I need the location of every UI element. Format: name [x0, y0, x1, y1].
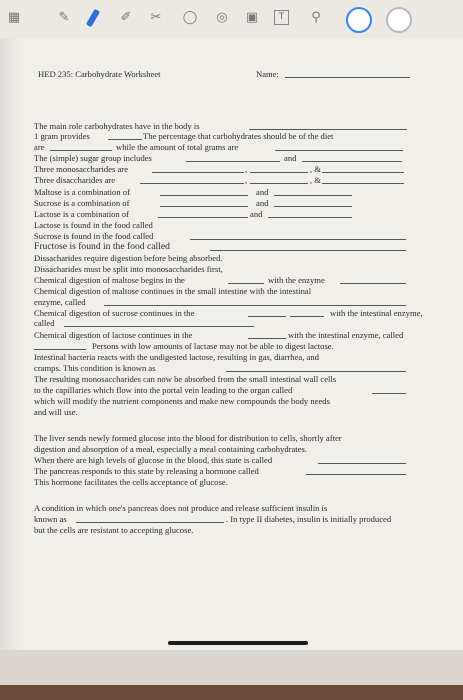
q-maltose-continues: Chemical digestion of maltose continues in the small intestine with the intestinal — [34, 286, 312, 296]
comma: , — [245, 175, 248, 185]
q-disaccharides: Three disaccharides are — [34, 175, 116, 185]
eraser-icon[interactable]: ⚲ — [311, 10, 321, 25]
comma: , — [245, 164, 248, 174]
q-maltose-combo: Maltose is a combination of — [34, 187, 130, 197]
q-percentage: The percentage that carbohydrates should be of the diet — [143, 131, 334, 141]
and: and — [256, 198, 269, 208]
blank-hormone[interactable] — [306, 474, 406, 475]
blank-lactose-site[interactable] — [248, 338, 286, 339]
q-sucrose-enzyme: with the intestinal enzyme, — [330, 308, 423, 318]
text-dissacharides-digest: Dissacharides require digestion before being absorbed. — [34, 253, 223, 263]
amp: , & — [310, 164, 321, 174]
color-button[interactable] — [386, 7, 412, 33]
blank-known-as[interactable] — [76, 522, 224, 523]
blank-lactose-2[interactable] — [268, 217, 352, 218]
blank-mono-1[interactable] — [152, 172, 244, 173]
worksheet-title: HED 235: Carbohydrate Worksheet — [38, 69, 161, 79]
blank-lactose-1[interactable] — [158, 217, 248, 218]
blank-sucrose-enzyme[interactable] — [64, 326, 254, 327]
blank-sucrose-2[interactable] — [274, 206, 352, 207]
marker-icon[interactable]: ✐ — [120, 10, 132, 25]
blank-condition[interactable] — [226, 371, 406, 372]
blank-organ[interactable] — [372, 393, 406, 394]
pen-icon[interactable]: ✎ — [58, 10, 70, 25]
background-surface — [0, 685, 463, 700]
text-hormone-facilitates: This hormone facilitates the cells acceptance of glucose. — [34, 477, 228, 487]
text-type-two: . In type II diabetes, insulin is initially produced — [226, 514, 392, 524]
q-and-1: and — [284, 153, 297, 163]
home-indicator[interactable] — [168, 641, 308, 645]
amp: , & — [310, 175, 321, 185]
q-fructose-food: Fructose is found in the food called — [34, 241, 170, 252]
q-simple-sugar: The (simple) sugar group includes — [34, 153, 152, 163]
blank-main-role[interactable] — [249, 129, 407, 130]
and: and — [256, 187, 269, 197]
blank-total-grams[interactable] — [275, 150, 403, 151]
q-gram-provides: 1 gram provides — [34, 131, 90, 141]
blank-gram-provides[interactable] — [108, 139, 142, 140]
text-low-lactase: Persons with low amounts of lactase may not be able to digest lactose. — [92, 341, 334, 351]
q-sucrose-combo: Sucrose is a combination of — [34, 198, 130, 208]
blank-lactose-enzyme[interactable] — [34, 349, 86, 350]
blank-percentage[interactable] — [50, 150, 112, 151]
q-main-role: The main role carbohydrates have in the body is — [34, 121, 200, 131]
blank-di-3[interactable] — [322, 183, 404, 184]
blank-intestinal-enzyme[interactable] — [104, 305, 406, 306]
q-sucrose-food: Sucrose is found in the food called — [34, 231, 154, 241]
name-label: Name: — [256, 69, 279, 79]
text-will-use: and will use. — [34, 407, 78, 417]
q-lactose-food: Lactose is found in the food called — [34, 220, 153, 230]
q-lactose-enzyme: with the intestinal enzyme, called — [288, 330, 404, 340]
blank-maltose-2[interactable] — [274, 195, 352, 196]
name-field[interactable] — [285, 77, 410, 78]
q-known-as: known as — [34, 514, 67, 524]
q-total-grams: while the amount of total grams are — [116, 142, 239, 152]
blank-maltose-begins[interactable] — [228, 283, 264, 284]
q-maltose-begins: Chemical digestion of maltose begins in the — [34, 275, 185, 285]
blank-fructose-food[interactable] — [210, 250, 406, 251]
q-sucrose-continues: Chemical digestion of sucrose continues in the — [34, 308, 195, 318]
q-enzyme-called: enzyme, called — [34, 297, 86, 307]
bulb-icon[interactable]: ◯ — [182, 10, 198, 25]
text-monosaccharides-absorbed: The resulting monosaccharides can now be absorbed from the small intestinal wall cells — [34, 374, 337, 384]
blank-sucrose-food[interactable] — [190, 239, 406, 240]
text-modify-nutrients: which will modify the nutrient components and make new compounds the body needs — [34, 396, 330, 406]
q-lactose-combo: Lactose is a combination of — [34, 209, 129, 219]
blue-pen-icon[interactable] — [86, 9, 100, 28]
q-high-glucose-state: When there are high levels of glucose in the blood, this state is called — [34, 455, 273, 465]
blank-maltose-1[interactable] — [160, 195, 248, 196]
blank-di-2[interactable] — [250, 183, 308, 184]
q-organ-called: to the capillaries which flow into the portal vein leading to the organ called — [34, 385, 293, 395]
shape-icon[interactable]: ◎ — [216, 10, 228, 25]
text-pancreas-condition: A condition in which one's pancreas does not produce and release sufficient insulin is — [34, 503, 328, 513]
q-are: are — [34, 142, 45, 152]
grid-icon[interactable]: ▦ — [7, 10, 21, 25]
lasso-icon[interactable]: ✂ — [150, 10, 162, 25]
blank-maltose-enzyme[interactable] — [340, 283, 406, 284]
blank-sucrose-1[interactable] — [160, 206, 248, 207]
q-monosaccharides: Three monosaccharides are — [34, 164, 129, 174]
and: and — [250, 209, 263, 219]
text-dissacharides-split: Dissacharides must be split into monosaccharides first, — [34, 264, 223, 274]
blank-high-glucose[interactable] — [318, 463, 406, 464]
q-called: called — [34, 318, 55, 328]
blank-sugar-1[interactable] — [186, 161, 280, 162]
q-lactose-continues: Chemical digestion of lactose continues in the — [34, 330, 193, 340]
text-intestinal-bacteria: Intestinal bacteria reacts with the undigested lactose, resulting in gas, diarrhea, and — [34, 352, 319, 362]
q-enzyme: with the enzyme — [268, 275, 325, 285]
blank-mono-3[interactable] — [322, 172, 404, 173]
annotation-toolbar — [0, 0, 463, 39]
text-liver-glucose: The liver sends newly formed glucose into the blood for distribution to cells, shortly after — [34, 433, 342, 443]
image-icon[interactable]: ▣ — [245, 10, 259, 25]
text-digestion-meal: digestion and absorption of a meal, especially a meal containing carbohydrates. — [34, 444, 307, 454]
blank-di-1[interactable] — [140, 183, 244, 184]
text-cells-resistant: but the cells are resistant to accepting glucose. — [34, 525, 194, 535]
blank-sucrose-site-1[interactable] — [248, 316, 286, 317]
text-icon[interactable]: T — [274, 10, 289, 25]
q-condition-known: cramps. This condition is known as — [34, 363, 156, 373]
blank-sugar-2[interactable] — [302, 161, 402, 162]
blank-sucrose-site-2[interactable] — [290, 316, 324, 317]
q-pancreas-hormone: The pancreas responds to this state by releasing a hormone called — [34, 466, 259, 476]
blank-mono-2[interactable] — [250, 172, 308, 173]
record-button[interactable] — [346, 7, 372, 33]
